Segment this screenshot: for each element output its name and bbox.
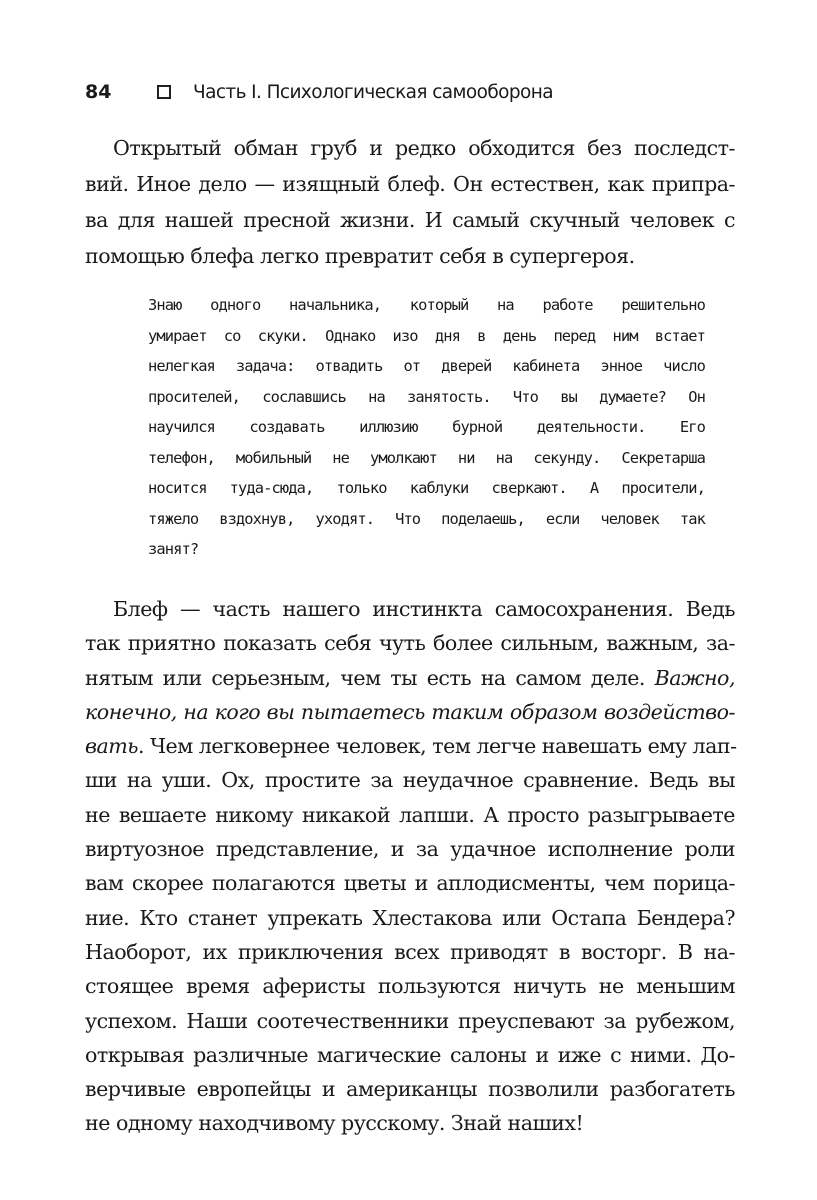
- text-segment: . Чем легковернее человек, тем легче навешать ему лап-: [138, 734, 737, 759]
- page-number: 84: [85, 81, 112, 103]
- text-line: [85, 798, 735, 832]
- text-line: [85, 592, 735, 626]
- text-segment: открывая различные магические салоны и иже с ними. До-: [85, 1042, 735, 1067]
- text-segment: Блеф — часть нашего инстинкта самосохранения. Ведь: [113, 597, 735, 621]
- text-line: [148, 534, 705, 565]
- text-line: [85, 832, 735, 866]
- text-line: [85, 661, 735, 695]
- text-line: [85, 202, 735, 238]
- italic-text: конечно, на кого вы пытаетесь таким образом воздейство-: [85, 699, 735, 724]
- text-line: [148, 321, 705, 352]
- text-line: [85, 1038, 735, 1072]
- text-segment: верчивые европейцы и американцы позволили разбогатеть: [85, 1077, 735, 1102]
- text-line: [85, 901, 735, 935]
- paragraph-1: [85, 130, 735, 274]
- text-line: [85, 626, 735, 660]
- text-segment: стоящее время аферисты пользуются ничуть не меньшим: [85, 974, 735, 999]
- italic-text: вать: [85, 734, 139, 759]
- text-segment: вий. Иное дело — изящный блеф. Он естествен, как припра-: [85, 172, 735, 196]
- text-line: [148, 382, 705, 413]
- text-line: [85, 130, 735, 166]
- text-line: [85, 695, 735, 729]
- text-line: [85, 1106, 735, 1140]
- text-line: [85, 166, 735, 202]
- text-segment: Наоборот, их приключения всех приводят в восторг. В на-: [85, 939, 735, 964]
- text-segment: телефон, мобильный не умолкают ни на секунду. Секретарша: [148, 448, 705, 467]
- text-line: [148, 504, 705, 535]
- text-line: [85, 1004, 735, 1038]
- text-segment: помощью блефа легко превратит себя в супергероя.: [85, 244, 635, 268]
- text-segment: так приятно показать себя чуть более сильным, важным, за-: [85, 631, 735, 656]
- text-segment: не одному находчивому русскому. Знай наших!: [85, 1111, 584, 1136]
- text-line: [85, 969, 735, 1003]
- text-segment: просителей, сославшись на занятость. Что вы думаете? Он: [148, 387, 705, 406]
- text-segment: умирает со скуки. Однако изо дня в день перед ним встает: [148, 326, 705, 345]
- text-line: [85, 238, 735, 274]
- text-segment: нелегкая задача: отвадить от дверей кабинета энное число: [148, 357, 705, 375]
- text-segment: носится туда-сюда, только каблуки сверкают. А просители,: [148, 479, 705, 497]
- text-line: [85, 1072, 735, 1106]
- text-segment: нятым или серьезным, чем ты есть на самом деле.: [85, 665, 655, 690]
- text-line: [85, 866, 735, 900]
- text-segment: ние. Кто станет упрекать Хлестакова или Остапа Бендера?: [85, 905, 735, 930]
- text-segment: научился создавать иллюзию бурной деятельности. Его: [148, 418, 705, 436]
- text-line: [148, 412, 705, 443]
- text-segment: Открытый обман груб и редко обходится без последст-: [113, 136, 735, 160]
- text-segment: не вешаете никому никакой лапши. А просто разыгрываете: [85, 802, 735, 827]
- text-segment: ши на уши. Ох, простите за неудачное сравнение. Ведь вы: [85, 768, 735, 793]
- text-segment: успехом. Наши соотечественники преуспевают за рубежом,: [85, 1008, 735, 1033]
- text-segment: виртуозное представление, и за удачное исполнение роли: [85, 837, 735, 862]
- text-line: [148, 351, 705, 382]
- text-line: [148, 473, 705, 504]
- chapter-title: Часть I. Психологическая самооборона: [193, 81, 553, 103]
- text-line: [85, 935, 735, 969]
- text-line: [148, 443, 705, 474]
- paragraph-2: [85, 592, 735, 1141]
- checkbox-square-icon: [157, 85, 171, 99]
- text-line: [85, 763, 735, 797]
- text-line: [85, 729, 735, 763]
- text-line: [148, 290, 705, 321]
- text-segment: Знаю одного начальника, который на работе решительно: [148, 296, 705, 314]
- text-segment: ва для нашей пресной жизни. И самый скучный человек с: [85, 208, 735, 232]
- text-segment: вам скорее полагаются цветы и аплодисменты, чем порица-: [85, 871, 735, 896]
- example-quote: [148, 290, 705, 565]
- text-segment: занят?: [148, 540, 199, 558]
- text-segment: тяжело вздохнув, уходят. Что поделаешь, если человек так: [148, 509, 705, 528]
- running-header: [85, 78, 553, 106]
- italic-text: Важно,: [654, 665, 735, 690]
